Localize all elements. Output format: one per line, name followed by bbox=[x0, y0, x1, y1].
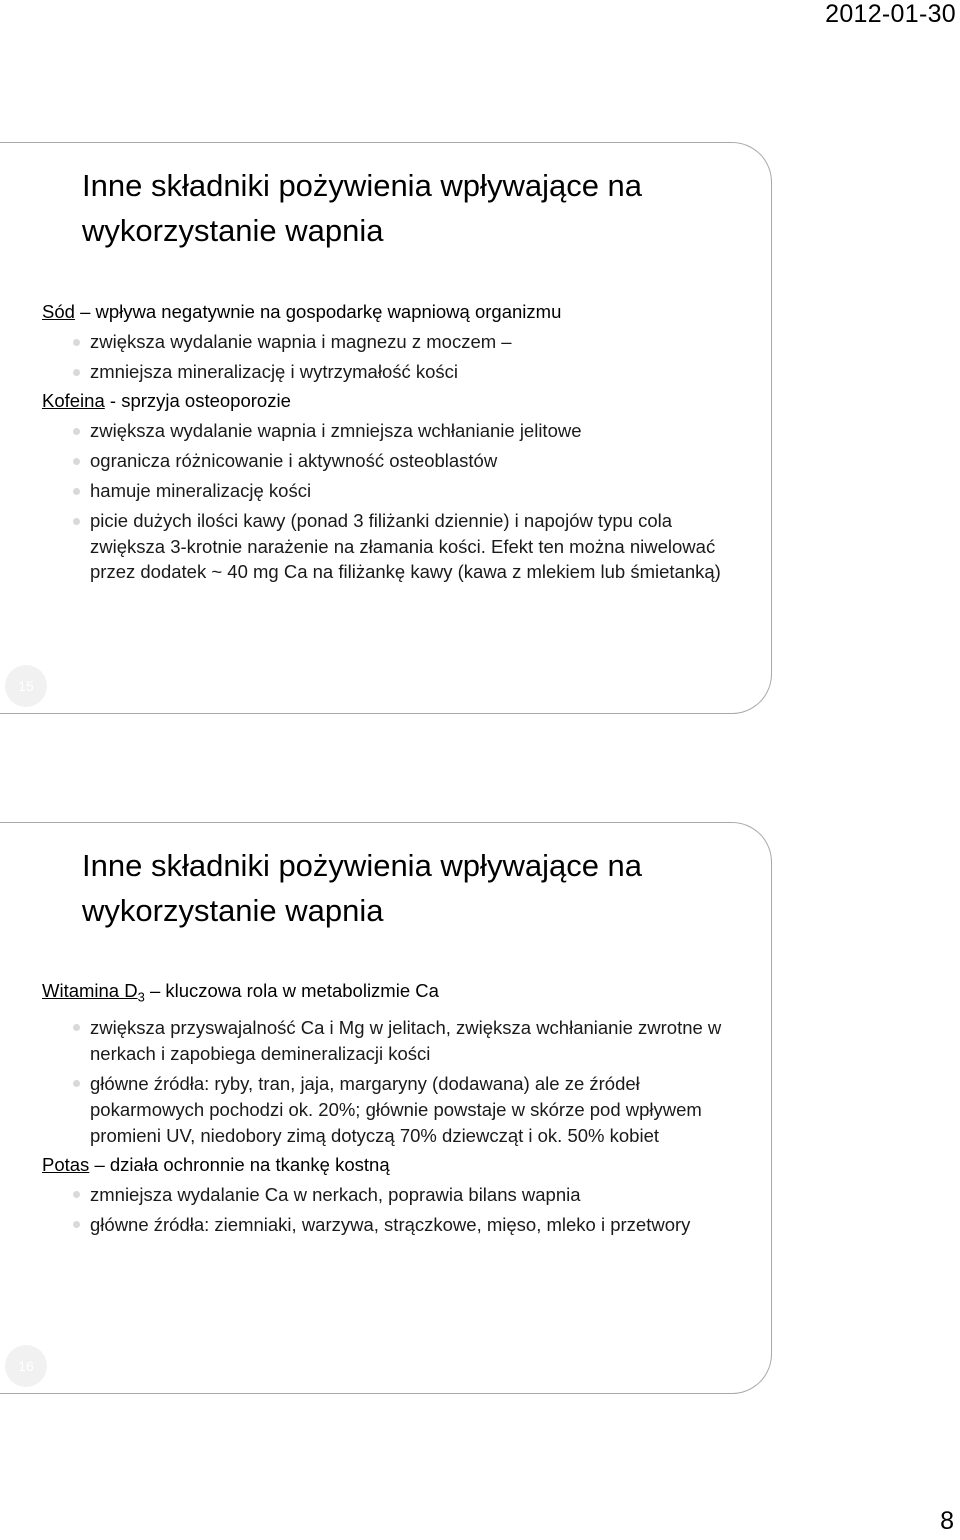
bullet-list bbox=[42, 418, 751, 585]
slide-number-badge: 16 bbox=[5, 1345, 47, 1387]
section-heading: Witamina $D_3$ bbox=[42, 980, 145, 1005]
slide-15 bbox=[0, 142, 772, 714]
slide-title: Inne składniki pożywienia wpływające na wykorzystanie wapnia bbox=[82, 848, 643, 928]
section-text: - sprzyja osteoporozie bbox=[109, 390, 291, 411]
section-vitamin-d3 bbox=[42, 979, 751, 1010]
list-item: hamuje mineralizację kości bbox=[42, 478, 751, 504]
list-item: zmniejsza mineralizację i wytrzymałość kości bbox=[42, 359, 751, 385]
bullet-list bbox=[42, 1015, 751, 1149]
list-item: główne źródła: ziemniaki, warzywa, strączkowe, mięso, mleko i przetwory bbox=[42, 1212, 751, 1238]
page-date: 2012-01-30 bbox=[825, 0, 956, 28]
section-heading: Kofeina bbox=[42, 390, 105, 411]
slide-16 bbox=[0, 822, 772, 1394]
slide-body bbox=[42, 979, 751, 1242]
section-text: – działa ochronnie na tkankę kostną bbox=[94, 1153, 390, 1175]
list-item: główne źródła: ryby, tran, jaja, margaryny (dodawana) ale ze źródeł pokarmowych pochodzi ok. 20%; głównie powstaje w skórze pod wpływem promieni UV, niedobory zimą dotyczą 70% dziewcząt i ok. 50% kobiet bbox=[42, 1071, 751, 1149]
section-text: – wpływa negatywnie na gospodarkę wapniową organizmu bbox=[80, 301, 562, 322]
list-item: zwiększa wydalanie wapnia i zmniejsza wchłanianie jelitowe bbox=[42, 418, 751, 444]
section-heading: Potas bbox=[42, 1153, 90, 1175]
section-text: – kluczowa rola w metabolizmie Ca bbox=[149, 980, 439, 1001]
slide-body bbox=[42, 300, 751, 589]
list-item: zwiększa wydalanie wapnia i magnezu z moczem – bbox=[42, 329, 751, 355]
slide-title: Inne składniki pożywienia wpływające na wykorzystanie wapnia bbox=[82, 168, 643, 248]
list-item: zmniejsza wydalanie Ca w nerkach, poprawia bilans wapnia bbox=[42, 1182, 751, 1208]
section-heading: Sód bbox=[42, 301, 75, 322]
page-number: 8 bbox=[940, 1507, 954, 1535]
section-caffeine bbox=[42, 389, 751, 413]
bullet-list bbox=[42, 1182, 751, 1238]
subscript: 3 bbox=[137, 989, 145, 1005]
list-item: zwiększa przyswajalność Ca i Mg w jelitach, zwiększa wchłanianie zwrotne w nerkach i zapobiega demineralizacji kości bbox=[42, 1015, 751, 1067]
slide-number-badge: 15 bbox=[5, 665, 47, 707]
section-sodium bbox=[42, 300, 751, 324]
list-item: ogranicza różnicowanie i aktywność osteoblastów bbox=[42, 448, 751, 474]
bullet-list bbox=[42, 329, 751, 385]
list-item: picie dużych ilości kawy (ponad 3 filiżanki dziennie) i napojów typu cola zwiększa 3-krotnie narażenie na złamania kości. Efekt ten można niwelować przez dodatek ~ 40 mg Ca na filiżankę kawy (kawa z mlekiem lub śmietanką) bbox=[42, 508, 751, 585]
section-potassium bbox=[42, 1153, 751, 1177]
